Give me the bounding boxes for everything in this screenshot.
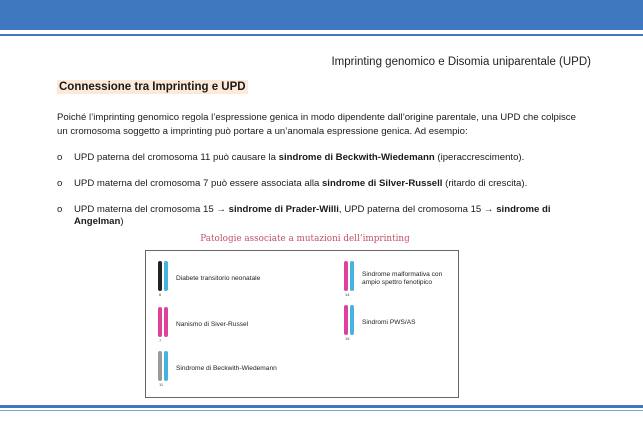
- figure-item-silver-russell: [156, 307, 248, 343]
- intro-paragraph: Poiché l’imprinting genomico regola l’espressione genica in modo dipendente dall’origine parentale, una UPD che colpisce un cromosoma soggetto a imprinting può portare a un’anomala espressione genica. Ad esempio:: [57, 112, 576, 137]
- figure-item-label: Sindromi PWS/AS: [362, 319, 416, 326]
- item-syndrome: sindrome di Prader-Willi: [228, 204, 339, 215]
- figure-item-pws-as: [342, 305, 416, 341]
- section-heading: Connessione tra Imprinting e UPD: [59, 81, 246, 93]
- figure-title: Patologie associate a mutazioni dell’imprinting: [200, 234, 410, 244]
- chromosome-icon: 15: [342, 305, 356, 341]
- figure-item-label: Nanismo di Siver-Russel: [176, 321, 249, 328]
- example-list: [57, 152, 577, 228]
- item-text: UPD paterna del cromosoma 11 può causare la: [74, 152, 279, 163]
- footer-rule-thin: [0, 410, 643, 411]
- figure-item-label: Sindrome malformativa con ampio spettro fenotipico: [362, 271, 443, 286]
- chromosome-icon: 11: [156, 351, 170, 387]
- imprinting-figure: [145, 250, 459, 398]
- chromosome-icon: 6: [156, 261, 170, 297]
- figure-item-label: Sindrome di Beckwith-Wiedemann: [176, 365, 277, 372]
- item-text: UPD materna del cromosoma 7 può essere associata alla: [74, 178, 322, 189]
- item-syndrome: sindrome di Angelman: [74, 204, 551, 227]
- figure-item-beckwith: [156, 351, 277, 387]
- item-syndrome: sindrome di Beckwith-Wiedemann: [278, 152, 435, 163]
- footer-rule: [0, 405, 643, 408]
- bullet-marker: o: [57, 178, 63, 189]
- chromosome-icon: 7: [156, 307, 170, 343]
- item-text: (iperaccrescimento).: [434, 152, 525, 163]
- item-syndrome: sindrome di Silver-Russell: [321, 178, 443, 189]
- header-rule: [0, 34, 643, 36]
- bullet-marker: o: [57, 204, 63, 215]
- item-text: UPD materna del cromosoma 15 →: [74, 204, 229, 215]
- bullet-marker: o: [57, 152, 63, 163]
- list-item: [57, 152, 577, 164]
- figure-item-diabetes: [156, 261, 260, 297]
- item-text: (ritardo di crescita).: [442, 178, 528, 189]
- list-item: [57, 204, 577, 228]
- chromosome-icon: 14: [342, 261, 356, 297]
- slide-title: Imprinting genomico e Disomia uniparentale (UPD): [331, 56, 591, 68]
- item-text: , UPD paterna del cromosoma 15 →: [338, 204, 497, 215]
- header-bar: [0, 0, 643, 30]
- list-item: [57, 178, 577, 190]
- figure-item-label: Diabete transitorio neonatale: [176, 275, 261, 282]
- figure-item-malformative: [342, 261, 442, 297]
- item-text: ): [120, 216, 124, 227]
